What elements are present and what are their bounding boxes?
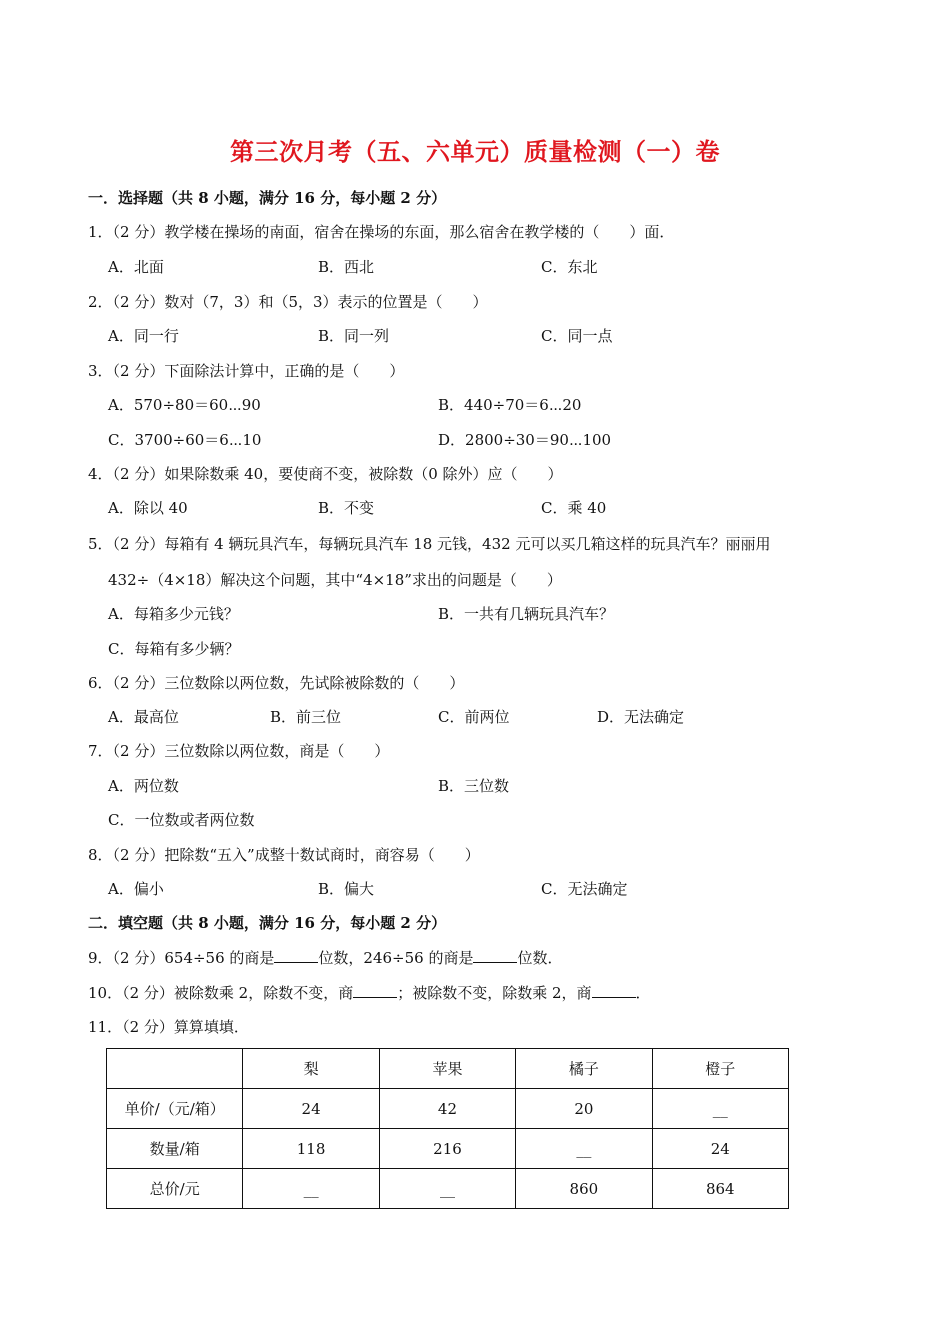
q10-part-3: ． xyxy=(635,984,651,1002)
table-cell: 24 xyxy=(652,1129,788,1169)
section-heading-fill: 二．填空题（共 8 小题，满分 16 分，每小题 2 分） xyxy=(88,914,447,932)
question-5-line-2: 432÷（4×18）解决这个问题，其中“4×18”求出的问题是（ ） xyxy=(108,571,562,589)
q3-option-a: A．570÷80＝60⋯90 xyxy=(108,396,261,414)
q6-option-a: A．最高位 xyxy=(108,708,179,726)
table-cell: 864 xyxy=(652,1169,788,1209)
q5-option-a: A．每箱多少元钱？ xyxy=(108,605,239,623)
question-6: 6．（2 分）三位数除以两位数，先试除被除数的（ ） xyxy=(88,674,465,692)
price-table xyxy=(106,1048,789,1209)
table-cell-blank[interactable]: __ xyxy=(652,1089,788,1129)
table-cell: 42 xyxy=(379,1089,515,1129)
table-row xyxy=(107,1129,789,1169)
page-title: 第三次月考（五、六单元）质量检测（一）卷 xyxy=(230,138,720,166)
table-cell: 24 xyxy=(243,1089,379,1129)
table-header-cell: 梨 xyxy=(243,1049,379,1089)
q8-option-a: A．偏小 xyxy=(108,880,164,898)
q8-option-b: B．偏大 xyxy=(318,880,375,898)
question-1: 1．（2 分）教学楼在操场的南面，宿舍在操场的东面，那么宿舍在教学楼的（ ）面． xyxy=(88,223,675,241)
table-row xyxy=(107,1089,789,1129)
q6-option-c: C．前两位 xyxy=(438,708,510,726)
q2-option-a: A．同一行 xyxy=(108,327,179,345)
q10-part-2: ；被除数不变，除数乘 2，商 xyxy=(397,984,592,1002)
table-row-label: 单价/（元/箱） xyxy=(107,1089,243,1129)
question-2: 2．（2 分）数对（7，3）和（5，3）表示的位置是（ ） xyxy=(88,293,488,311)
q4-option-c: C．乘 40 xyxy=(541,499,607,517)
q2-option-c: C．同一点 xyxy=(541,327,613,345)
table-header-row xyxy=(107,1049,789,1089)
table-cell-blank[interactable]: __ xyxy=(243,1169,379,1209)
q9-part-1: 9．（2 分）654÷56 的商是 xyxy=(88,949,275,967)
question-8: 8．（2 分）把除数“五入”成整十数试商时，商容易（ ） xyxy=(88,846,480,864)
table-header-cell xyxy=(107,1049,243,1089)
question-10 xyxy=(88,983,651,1003)
q4-option-a: A．除以 40 xyxy=(108,499,188,517)
q9-answer-blank-2[interactable] xyxy=(473,948,517,963)
q3-option-d: D．2800÷30＝90⋯100 xyxy=(438,431,612,449)
table-cell-blank[interactable]: __ xyxy=(379,1169,515,1209)
section-heading-choice: 一．选择题（共 8 小题，满分 16 分，每小题 2 分） xyxy=(88,189,447,207)
q2-option-b: B．同一列 xyxy=(318,327,390,345)
q8-option-c: C．无法确定 xyxy=(541,880,628,898)
table-cell: 20 xyxy=(516,1089,652,1129)
table-row-label: 总价/元 xyxy=(107,1169,243,1209)
question-9 xyxy=(88,948,563,968)
table-cell: 118 xyxy=(243,1129,379,1169)
q7-option-b: B．三位数 xyxy=(438,777,510,795)
q6-option-d: D．无法确定 xyxy=(597,708,685,726)
table-header-cell: 橘子 xyxy=(516,1049,652,1089)
q9-answer-blank-1[interactable] xyxy=(274,948,318,963)
q7-option-a: A．两位数 xyxy=(108,777,179,795)
q1-option-a: A．北面 xyxy=(108,258,164,276)
table-header-cell: 苹果 xyxy=(379,1049,515,1089)
question-3: 3．（2 分）下面除法计算中，正确的是（ ） xyxy=(88,362,405,380)
q10-answer-blank-1[interactable] xyxy=(353,983,397,998)
table-header-cell: 橙子 xyxy=(652,1049,788,1089)
question-11: 11．（2 分）算算填填． xyxy=(88,1018,249,1036)
q1-option-b: B．西北 xyxy=(318,258,375,276)
q9-part-3: 位数． xyxy=(517,949,563,967)
table-cell: 216 xyxy=(379,1129,515,1169)
question-4: 4．（2 分）如果除数乘 40，要使商不变，被除数（0 除外）应（ ） xyxy=(88,465,563,483)
question-7: 7．（2 分）三位数除以两位数，商是（ ） xyxy=(88,742,390,760)
q5-option-c: C．每箱有多少辆？ xyxy=(108,640,240,658)
q5-option-b: B．一共有几辆玩具汽车？ xyxy=(438,605,615,623)
question-5-line-1: 5．（2 分）每箱有 4 辆玩具汽车，每辆玩具汽车 18 元钱，432 元可以买几箱这样的玩具汽车？丽丽用 xyxy=(88,535,771,553)
q9-part-2: 位数，246÷56 的商是 xyxy=(318,949,474,967)
q10-answer-blank-2[interactable] xyxy=(592,983,636,998)
table-cell: 860 xyxy=(516,1169,652,1209)
q7-option-c: C．一位数或者两位数 xyxy=(108,811,255,829)
q3-option-c: C．3700÷60＝6⋯10 xyxy=(108,431,262,449)
q1-option-c: C．东北 xyxy=(541,258,598,276)
q4-option-b: B．不变 xyxy=(318,499,375,517)
q6-option-b: B．前三位 xyxy=(270,708,342,726)
table-row-label: 数量/箱 xyxy=(107,1129,243,1169)
table-row xyxy=(107,1169,789,1209)
table-cell-blank[interactable]: __ xyxy=(516,1129,652,1169)
q10-part-1: 10．（2 分）被除数乘 2，除数不变，商 xyxy=(88,984,354,1002)
q3-option-b: B．440÷70＝6⋯20 xyxy=(438,396,582,414)
